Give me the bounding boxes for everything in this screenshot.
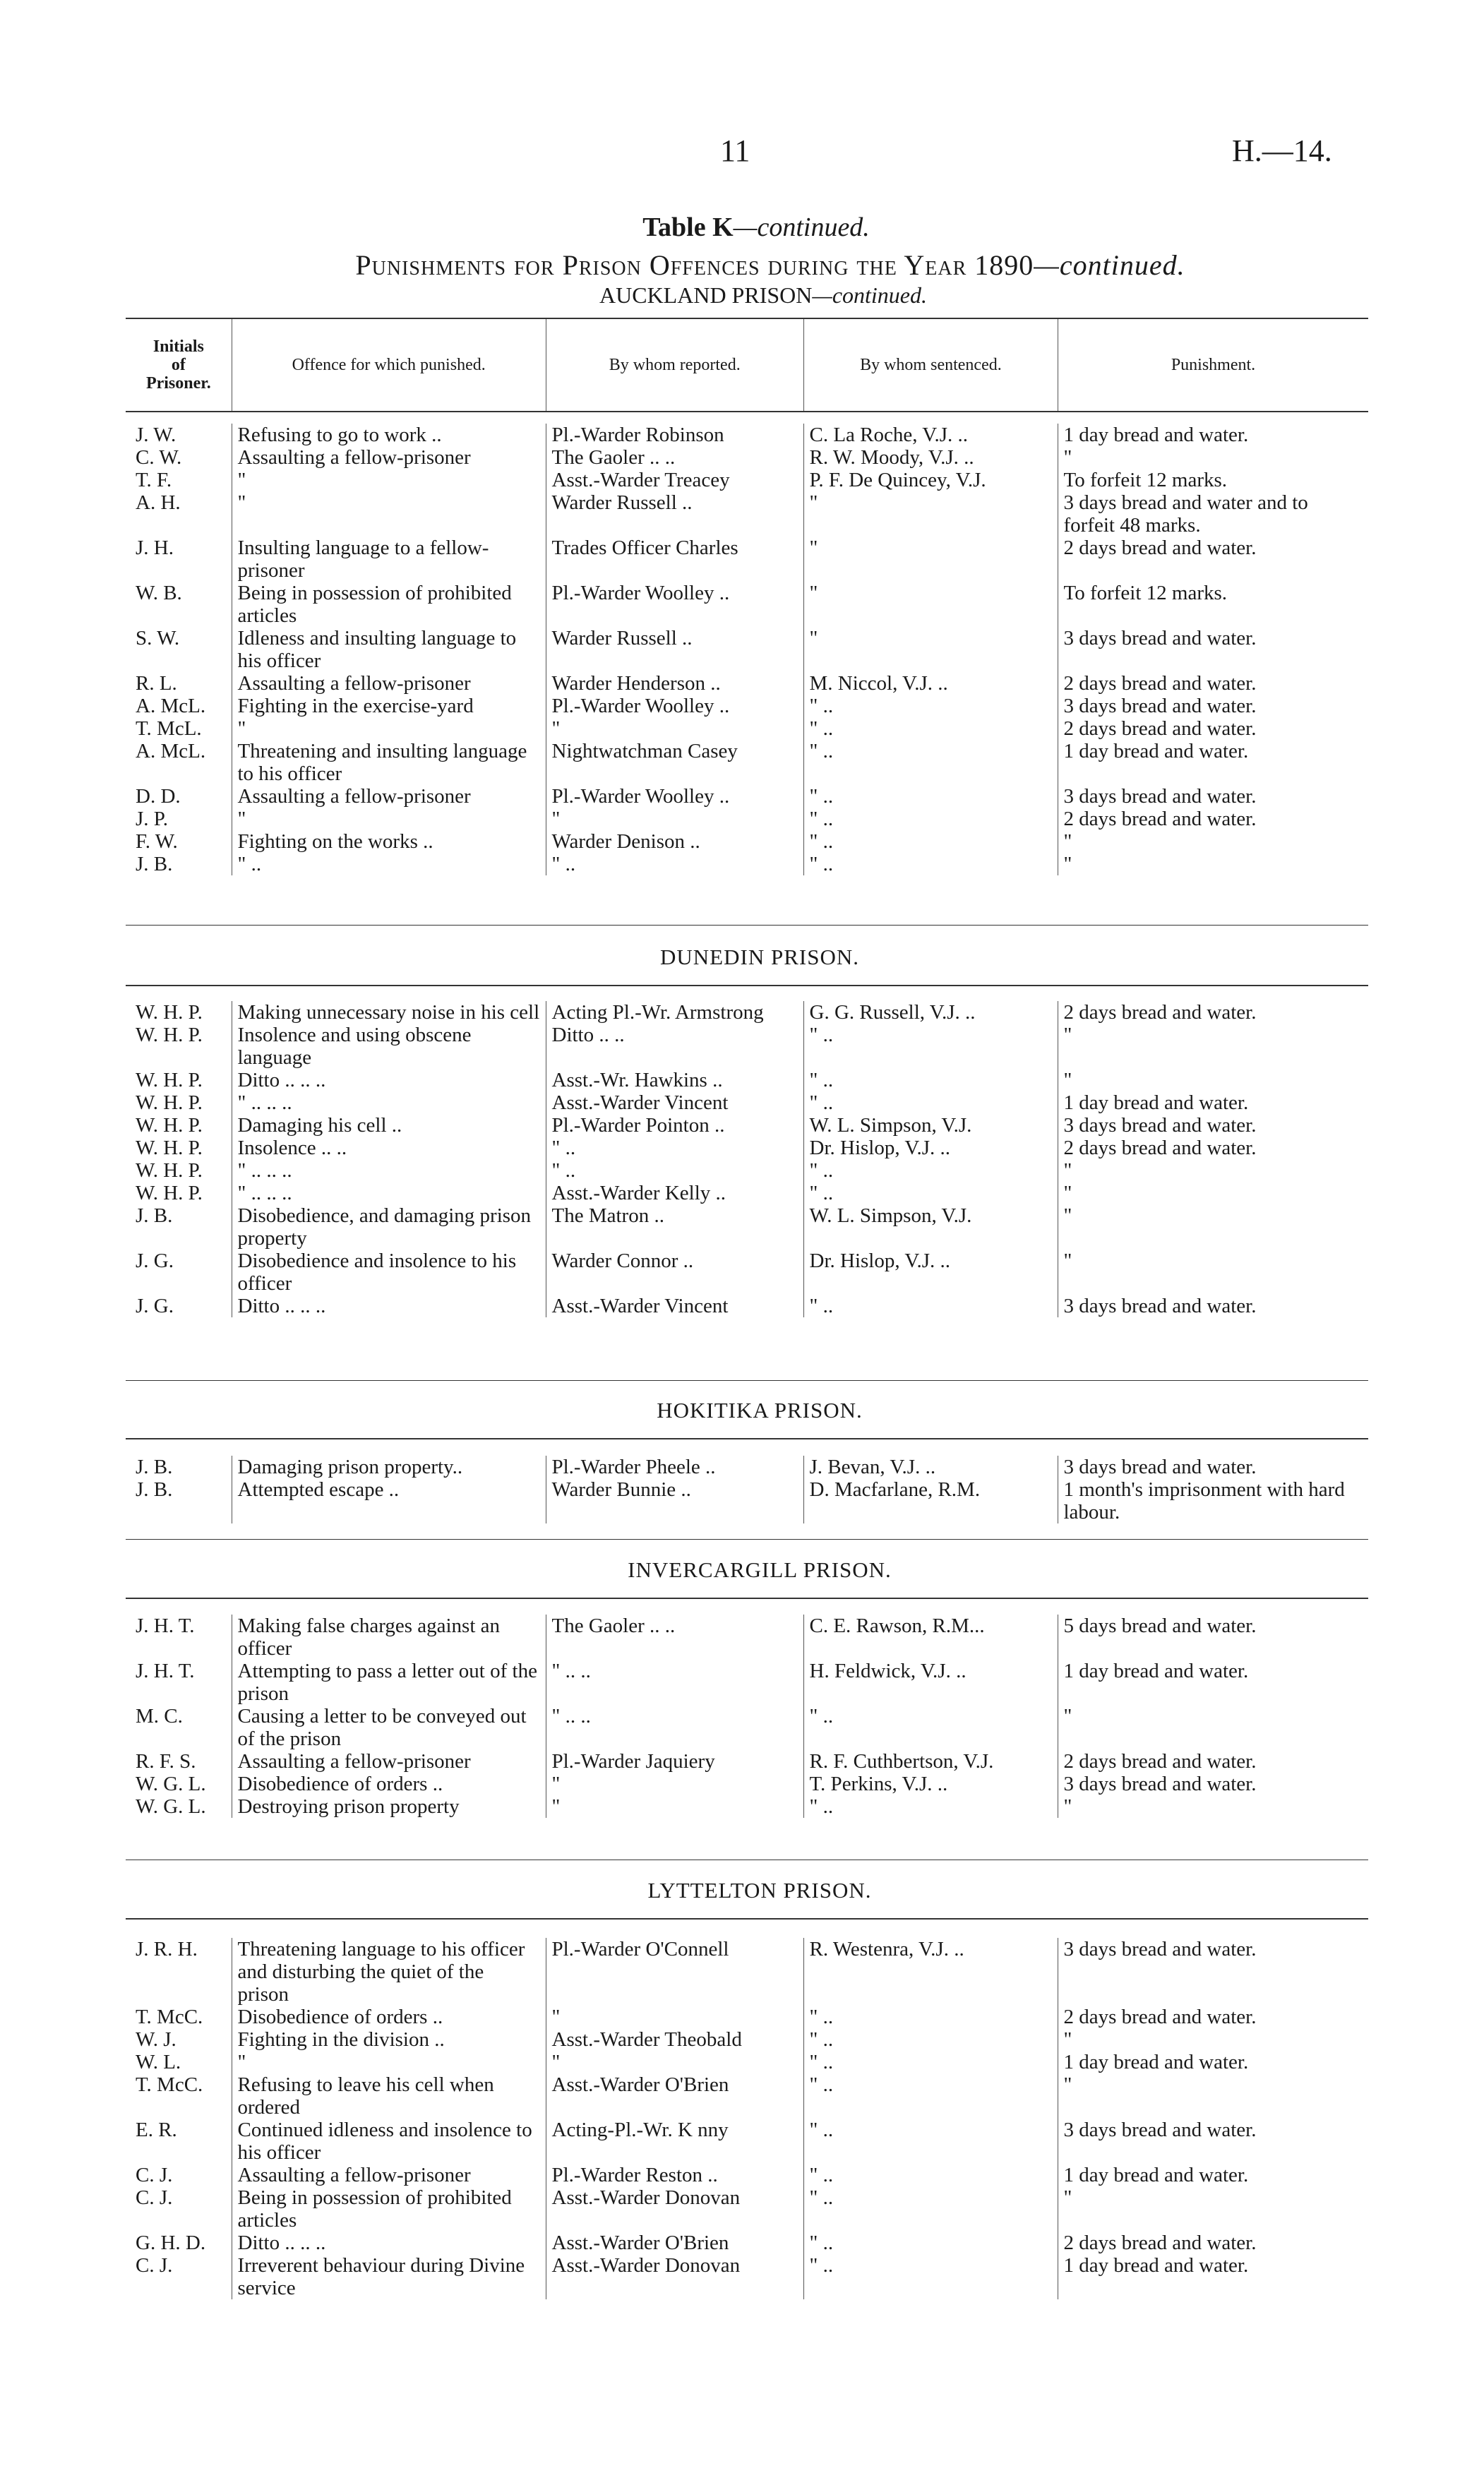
cell-initials: F. W.	[136, 830, 178, 853]
cell-offence: Fighting in the exercise-yard	[232, 695, 546, 717]
cell-sentenced-by: W. L. Simpson, V.J.	[803, 1204, 1058, 1250]
table-row	[126, 2028, 1368, 2051]
table-column-header	[126, 318, 1368, 412]
cell-punishment: 2 days bread and water.	[1058, 1137, 1368, 1159]
cell-punishment: 2 days bread and water.	[1058, 672, 1368, 695]
cell-initials: W. H. P.	[136, 1001, 203, 1024]
cell-punishment: "	[1058, 1250, 1368, 1295]
cell-sentenced-by: " ..	[803, 2051, 1058, 2073]
cell-sentenced-by: " ..	[803, 2119, 1058, 2164]
cell-initials: S. W.	[136, 627, 180, 649]
cell-initials: J. G.	[136, 1250, 174, 1272]
cell-initials: J. B.	[136, 1204, 173, 1227]
cell-offence: " ..	[232, 853, 546, 875]
cell-reported-by: Acting-Pl.-Wr. K nny	[546, 2119, 803, 2164]
cell-reported-by: Asst.-Warder Theobald	[546, 2028, 803, 2051]
cell-reported-by: Warder Russell ..	[546, 491, 803, 537]
auckland-subtitle: AUCKLAND PRISON—continued.	[599, 282, 927, 308]
cell-sentenced-by: " ..	[803, 1069, 1058, 1091]
cell-offence: Assaulting a fellow-prisoner	[232, 1750, 546, 1773]
cell-sentenced-by: " ..	[803, 1182, 1058, 1204]
table-row	[126, 740, 1368, 785]
cell-reported-by: Warder Russell ..	[546, 627, 803, 672]
cell-reported-by: Asst.-Warder Kelly ..	[546, 1182, 803, 1204]
table-row	[126, 469, 1368, 491]
cell-reported-by: " .. ..	[546, 1705, 803, 1750]
table-row	[126, 1750, 1368, 1773]
cell-sentenced-by: R. Westenra, V.J. ..	[803, 1938, 1058, 2006]
cell-punishment: 1 day bread and water.	[1058, 2051, 1368, 2073]
cell-punishment: "	[1058, 2186, 1368, 2232]
cell-sentenced-by: J. Bevan, V.J. ..	[803, 1456, 1058, 1478]
cell-punishment: 3 days bread and water.	[1058, 1114, 1368, 1137]
cell-punishment: 3 days bread and water.	[1058, 2119, 1368, 2164]
invercargill-heading: INVERCARGILL PRISON.	[628, 1557, 892, 1582]
cell-initials: J. H. T.	[136, 1615, 195, 1637]
cell-offence: Insulting language to a fellow-prisoner	[232, 537, 546, 582]
cell-offence: Refusing to leave his cell when ordered	[232, 2073, 546, 2119]
table-row	[126, 424, 1368, 446]
cell-reported-by: Asst.-Warder Vincent	[546, 1091, 803, 1114]
cell-offence: Damaging prison property..	[232, 1456, 546, 1478]
cell-sentenced-by: C. E. Rawson, R.M...	[803, 1615, 1058, 1660]
cell-reported-by: " ..	[546, 853, 803, 875]
cell-offence: Being in possession of prohibited articles	[232, 2186, 546, 2232]
section-rule	[126, 1598, 1368, 1599]
table-row	[126, 2232, 1368, 2254]
cell-offence: Continued idleness and insolence to his officer	[232, 2119, 546, 2164]
cell-initials: A. McL.	[136, 740, 206, 762]
cell-reported-by: The Gaoler .. ..	[546, 1615, 803, 1660]
cell-sentenced-by: Dr. Hislop, V.J. ..	[803, 1250, 1058, 1295]
cell-sentenced-by: T. Perkins, V.J. ..	[803, 1773, 1058, 1795]
cell-offence: Being in possession of prohibited articles	[232, 582, 546, 627]
cell-sentenced-by: " ..	[803, 830, 1058, 853]
cell-initials: J. W.	[136, 424, 176, 446]
cell-punishment: "	[1058, 830, 1368, 853]
table-row	[126, 717, 1368, 740]
invercargill-table	[126, 1615, 1368, 1818]
table-row	[126, 1295, 1368, 1317]
table-row	[126, 1069, 1368, 1091]
cell-initials: W. H. P.	[136, 1159, 203, 1182]
cell-initials: A. McL.	[136, 695, 206, 717]
lyttelton-table	[126, 1938, 1368, 2299]
cell-reported-by: "	[546, 2051, 803, 2073]
col-offence: Offence for which punished.	[232, 319, 546, 411]
cell-initials: J. B.	[136, 1478, 173, 1501]
cell-punishment: 2 days bread and water.	[1058, 717, 1368, 740]
cell-offence: Ditto .. .. ..	[232, 1069, 546, 1091]
cell-offence: Assaulting a fellow-prisoner	[232, 672, 546, 695]
cell-offence: Making unnecessary noise in his cell	[232, 1001, 546, 1024]
cell-punishment: 1 day bread and water.	[1058, 1091, 1368, 1114]
cell-sentenced-by: "	[803, 627, 1058, 672]
cell-reported-by: Asst.-Warder Donovan	[546, 2254, 803, 2299]
cell-punishment: "	[1058, 2028, 1368, 2051]
table-row	[126, 1204, 1368, 1250]
table-row	[126, 1615, 1368, 1660]
cell-offence: Making false charges against an officer	[232, 1615, 546, 1660]
cell-sentenced-by: D. Macfarlane, R.M.	[803, 1478, 1058, 1523]
cell-reported-by: Pl.-Warder Pointon ..	[546, 1114, 803, 1137]
cell-punishment: 3 days bread and water.	[1058, 1938, 1368, 2006]
cell-sentenced-by: " ..	[803, 785, 1058, 808]
cell-initials: R. L.	[136, 672, 177, 695]
table-row	[126, 1182, 1368, 1204]
cell-punishment: 3 days bread and water.	[1058, 1295, 1368, 1317]
cell-sentenced-by: Dr. Hislop, V.J. ..	[803, 1137, 1058, 1159]
cell-reported-by: Nightwatchman Casey	[546, 740, 803, 785]
table-row	[126, 695, 1368, 717]
cell-sentenced-by: " ..	[803, 717, 1058, 740]
cell-offence: Fighting on the works ..	[232, 830, 546, 853]
cell-reported-by: Asst.-Wr. Hawkins ..	[546, 1069, 803, 1091]
table-row	[126, 2073, 1368, 2119]
cell-sentenced-by: " ..	[803, 853, 1058, 875]
cell-punishment: 3 days bread and water.	[1058, 1773, 1368, 1795]
cell-reported-by: Pl.-Warder Reston ..	[546, 2164, 803, 2186]
cell-offence: Irreverent behaviour during Divine service	[232, 2254, 546, 2299]
cell-offence: Disobedience and insolence to his officer	[232, 1250, 546, 1295]
cell-offence: Insolence .. ..	[232, 1137, 546, 1159]
cell-reported-by: Pl.-Warder Jaquiery	[546, 1750, 803, 1773]
cell-reported-by: Warder Denison ..	[546, 830, 803, 853]
table-row	[126, 627, 1368, 672]
table-row	[126, 1456, 1368, 1478]
cell-initials: W. J.	[136, 2028, 176, 2051]
cell-initials: W. H. P.	[136, 1091, 203, 1114]
cell-sentenced-by: "	[803, 582, 1058, 627]
cell-sentenced-by: W. L. Simpson, V.J.	[803, 1114, 1058, 1137]
cell-punishment: 2 days bread and water.	[1058, 1001, 1368, 1024]
cell-punishment: 2 days bread and water.	[1058, 1750, 1368, 1773]
table-row	[126, 2164, 1368, 2186]
section-divider	[126, 1539, 1368, 1540]
cell-initials: C. J.	[136, 2254, 173, 2277]
table-row	[126, 785, 1368, 808]
cell-sentenced-by: M. Niccol, V.J. ..	[803, 672, 1058, 695]
table-row	[126, 1114, 1368, 1137]
cell-punishment: 3 days bread and water.	[1058, 785, 1368, 808]
cell-initials: W. H. P.	[136, 1069, 203, 1091]
cell-initials: J. H.	[136, 537, 174, 559]
cell-reported-by: "	[546, 2006, 803, 2028]
section-rule	[126, 1918, 1368, 1920]
cell-initials: J. B.	[136, 853, 173, 875]
cell-reported-by: Pl.-Warder Robinson	[546, 424, 803, 446]
table-row	[126, 1024, 1368, 1069]
cell-offence: Threatening and insulting language to his officer	[232, 740, 546, 785]
cell-punishment: 1 day bread and water.	[1058, 2254, 1368, 2299]
cell-offence: Disobedience of orders ..	[232, 2006, 546, 2028]
cell-reported-by: "	[546, 1795, 803, 1818]
cell-sentenced-by: " ..	[803, 2186, 1058, 2232]
page-title: Punishments for Prison Offences during the Year 1890—continued.	[355, 249, 1185, 281]
table-row	[126, 1660, 1368, 1705]
cell-punishment: "	[1058, 1705, 1368, 1750]
cell-sentenced-by: " ..	[803, 1705, 1058, 1750]
cell-punishment: 2 days bread and water.	[1058, 808, 1368, 830]
table-row	[126, 2186, 1368, 2232]
cell-sentenced-by: " ..	[803, 1091, 1058, 1114]
cell-punishment: 2 days bread and water.	[1058, 2006, 1368, 2028]
cell-reported-by: The Gaoler .. ..	[546, 446, 803, 469]
cell-sentenced-by: " ..	[803, 1295, 1058, 1317]
cell-reported-by: Acting Pl.-Wr. Armstrong	[546, 1001, 803, 1024]
cell-sentenced-by: C. La Roche, V.J. ..	[803, 424, 1058, 446]
cell-sentenced-by: G. G. Russell, V.J. ..	[803, 1001, 1058, 1024]
cell-punishment: 1 day bread and water.	[1058, 2164, 1368, 2186]
cell-sentenced-by: P. F. De Quincey, V.J.	[803, 469, 1058, 491]
cell-reported-by: Ditto .. ..	[546, 1024, 803, 1069]
col-initials: Initials of Prisoner.	[145, 337, 211, 393]
cell-punishment: "	[1058, 1024, 1368, 1069]
cell-offence: Idleness and insulting language to his officer	[232, 627, 546, 672]
cell-initials: W. G. L.	[136, 1773, 206, 1795]
cell-offence: " .. .. ..	[232, 1159, 546, 1182]
cell-reported-by: " ..	[546, 1159, 803, 1182]
cell-sentenced-by: " ..	[803, 2073, 1058, 2119]
cell-offence: Disobedience, and damaging prison property	[232, 1204, 546, 1250]
lyttelton-heading: LYTTELTON PRISON.	[647, 1878, 872, 1903]
cell-offence: Attempted escape ..	[232, 1478, 546, 1523]
cell-initials: M. C.	[136, 1705, 183, 1727]
cell-initials: T. McC.	[136, 2006, 203, 2028]
cell-reported-by: "	[546, 717, 803, 740]
cell-offence: Ditto .. .. ..	[232, 2232, 546, 2254]
cell-sentenced-by: " ..	[803, 2254, 1058, 2299]
cell-offence: "	[232, 717, 546, 740]
cell-sentenced-by: " ..	[803, 2028, 1058, 2051]
cell-punishment: "	[1058, 1204, 1368, 1250]
cell-sentenced-by: " ..	[803, 2164, 1058, 2186]
cell-punishment: 3 days bread and water and to forfeit 48 marks.	[1058, 491, 1368, 537]
table-row	[126, 830, 1368, 853]
cell-initials: W. H. P.	[136, 1182, 203, 1204]
section-rule	[126, 985, 1368, 986]
cell-offence: Disobedience of orders ..	[232, 1773, 546, 1795]
table-row	[126, 582, 1368, 627]
section-divider	[126, 1380, 1368, 1381]
cell-offence: "	[232, 808, 546, 830]
document-reference: H.—14.	[1232, 133, 1332, 168]
cell-reported-by: " .. ..	[546, 1660, 803, 1705]
page-number: 11	[720, 133, 750, 168]
cell-initials: J. R. H.	[136, 1938, 198, 1960]
hokitika-heading: HOKITIKA PRISON.	[657, 1398, 863, 1423]
cell-offence: Assaulting a fellow-prisoner	[232, 446, 546, 469]
cell-punishment: 1 day bread and water.	[1058, 740, 1368, 785]
cell-sentenced-by: " ..	[803, 1024, 1058, 1069]
table-label: Table K—continued.	[642, 212, 870, 242]
cell-reported-by: Pl.-Warder Woolley ..	[546, 695, 803, 717]
cell-sentenced-by: " ..	[803, 2006, 1058, 2028]
table-row	[126, 1938, 1368, 2006]
cell-sentenced-by: " ..	[803, 740, 1058, 785]
auckland-table	[126, 424, 1368, 875]
table-row	[126, 808, 1368, 830]
dunedin-heading: DUNEDIN PRISON.	[660, 945, 859, 969]
cell-reported-by: "	[546, 808, 803, 830]
cell-reported-by: Pl.-Warder Woolley ..	[546, 785, 803, 808]
table-row	[126, 853, 1368, 875]
table-row	[126, 537, 1368, 582]
cell-sentenced-by: " ..	[803, 808, 1058, 830]
cell-offence: Ditto .. .. ..	[232, 1295, 546, 1317]
cell-offence: Damaging his cell ..	[232, 1114, 546, 1137]
cell-punishment: "	[1058, 1069, 1368, 1091]
cell-reported-by: Trades Officer Charles	[546, 537, 803, 582]
hokitika-table	[126, 1456, 1368, 1523]
cell-reported-by: Pl.-Warder O'Connell	[546, 1938, 803, 2006]
cell-punishment: 3 days bread and water.	[1058, 627, 1368, 672]
table-row	[126, 1773, 1368, 1795]
table-row	[126, 491, 1368, 537]
cell-initials: J. H. T.	[136, 1660, 195, 1682]
table-row	[126, 2006, 1368, 2028]
cell-punishment: "	[1058, 1182, 1368, 1204]
cell-sentenced-by: " ..	[803, 695, 1058, 717]
cell-sentenced-by: R. W. Moody, V.J. ..	[803, 446, 1058, 469]
cell-initials: W. H. P.	[136, 1137, 203, 1159]
col-reported: By whom reported.	[546, 319, 803, 411]
cell-sentenced-by: "	[803, 537, 1058, 582]
cell-initials: W. L.	[136, 2051, 181, 2073]
table-row	[126, 2051, 1368, 2073]
cell-offence: Insolence and using obscene language	[232, 1024, 546, 1069]
cell-reported-by: " ..	[546, 1137, 803, 1159]
cell-sentenced-by: " ..	[803, 2232, 1058, 2254]
table-row	[126, 1091, 1368, 1114]
table-row	[126, 1137, 1368, 1159]
cell-punishment: 3 days bread and water.	[1058, 1456, 1368, 1478]
cell-initials: W. G. L.	[136, 1795, 206, 1818]
cell-sentenced-by: R. F. Cuthbertson, V.J.	[803, 1750, 1058, 1773]
cell-punishment: "	[1058, 2073, 1368, 2119]
cell-initials: W. H. P.	[136, 1024, 203, 1046]
dunedin-table	[126, 1001, 1368, 1317]
cell-initials: G. H. D.	[136, 2232, 206, 2254]
cell-offence: " .. .. ..	[232, 1091, 546, 1114]
cell-initials: D. D.	[136, 785, 181, 808]
cell-initials: C. J.	[136, 2186, 173, 2209]
cell-initials: C. J.	[136, 2164, 173, 2186]
cell-initials: T. McL.	[136, 717, 202, 740]
cell-offence: Assaulting a fellow-prisoner	[232, 785, 546, 808]
cell-initials: T. McC.	[136, 2073, 203, 2096]
cell-reported-by: The Matron ..	[546, 1204, 803, 1250]
cell-offence: Fighting in the division ..	[232, 2028, 546, 2051]
cell-punishment: 1 day bread and water.	[1058, 1660, 1368, 1705]
cell-offence: Attempting to pass a letter out of the prison	[232, 1660, 546, 1705]
cell-reported-by: Pl.-Warder Woolley ..	[546, 582, 803, 627]
cell-initials: W. B.	[136, 582, 182, 604]
cell-sentenced-by: " ..	[803, 1795, 1058, 1818]
cell-reported-by: Asst.-Warder O'Brien	[546, 2073, 803, 2119]
cell-initials: C. W.	[136, 446, 182, 469]
cell-punishment: 2 days bread and water.	[1058, 537, 1368, 582]
cell-reported-by: Asst.-Warder O'Brien	[546, 2232, 803, 2254]
cell-reported-by: Asst.-Warder Vincent	[546, 1295, 803, 1317]
cell-punishment: 5 days bread and water.	[1058, 1615, 1368, 1660]
cell-reported-by: Asst.-Warder Treacey	[546, 469, 803, 491]
cell-reported-by: Warder Connor ..	[546, 1250, 803, 1295]
cell-reported-by: Pl.-Warder Pheele ..	[546, 1456, 803, 1478]
table-row	[126, 2254, 1368, 2299]
table-row	[126, 1159, 1368, 1182]
cell-punishment: 2 days bread and water.	[1058, 2232, 1368, 2254]
cell-initials: A. H.	[136, 491, 181, 514]
cell-initials: W. H. P.	[136, 1114, 203, 1137]
table-row	[126, 672, 1368, 695]
cell-sentenced-by: H. Feldwick, V.J. ..	[803, 1660, 1058, 1705]
cell-offence: Assaulting a fellow-prisoner	[232, 2164, 546, 2186]
cell-offence: Threatening language to his officer and disturbing the quiet of the prison	[232, 1938, 546, 2006]
cell-offence: Destroying prison property	[232, 1795, 546, 1818]
cell-offence: "	[232, 491, 546, 537]
cell-reported-by: "	[546, 1773, 803, 1795]
cell-reported-by: Asst.-Warder Donovan	[546, 2186, 803, 2232]
cell-punishment: To forfeit 12 marks.	[1058, 582, 1368, 627]
cell-punishment: "	[1058, 1795, 1368, 1818]
cell-punishment: To forfeit 12 marks.	[1058, 469, 1368, 491]
section-divider	[126, 925, 1368, 926]
cell-punishment: 3 days bread and water.	[1058, 695, 1368, 717]
table-row	[126, 1250, 1368, 1295]
cell-initials: R. F. S.	[136, 1750, 196, 1773]
cell-sentenced-by: "	[803, 491, 1058, 537]
cell-initials: J. P.	[136, 808, 168, 830]
cell-sentenced-by: " ..	[803, 1159, 1058, 1182]
section-rule	[126, 1438, 1368, 1439]
cell-offence: " .. .. ..	[232, 1182, 546, 1204]
cell-initials: T. F.	[136, 469, 172, 491]
table-row	[126, 1478, 1368, 1523]
cell-punishment: 1 day bread and water.	[1058, 424, 1368, 446]
cell-punishment: 1 month's imprisonment with hard labour.	[1058, 1478, 1368, 1523]
cell-reported-by: Warder Henderson ..	[546, 672, 803, 695]
table-row	[126, 2119, 1368, 2164]
table-row	[126, 1705, 1368, 1750]
cell-offence: "	[232, 2051, 546, 2073]
cell-punishment: "	[1058, 1159, 1368, 1182]
cell-initials: E. R.	[136, 2119, 177, 2141]
table-row	[126, 1795, 1368, 1818]
table-row	[126, 1001, 1368, 1024]
cell-punishment: "	[1058, 446, 1368, 469]
cell-offence: Causing a letter to be conveyed out of the prison	[232, 1705, 546, 1750]
cell-punishment: "	[1058, 853, 1368, 875]
cell-offence: "	[232, 469, 546, 491]
col-punishment: Punishment.	[1058, 319, 1368, 411]
cell-offence: Refusing to go to work ..	[232, 424, 546, 446]
cell-reported-by: Warder Bunnie ..	[546, 1478, 803, 1523]
table-row	[126, 446, 1368, 469]
cell-initials: J. B.	[136, 1456, 173, 1478]
cell-initials: J. G.	[136, 1295, 174, 1317]
col-sentenced: By whom sentenced.	[803, 319, 1058, 411]
